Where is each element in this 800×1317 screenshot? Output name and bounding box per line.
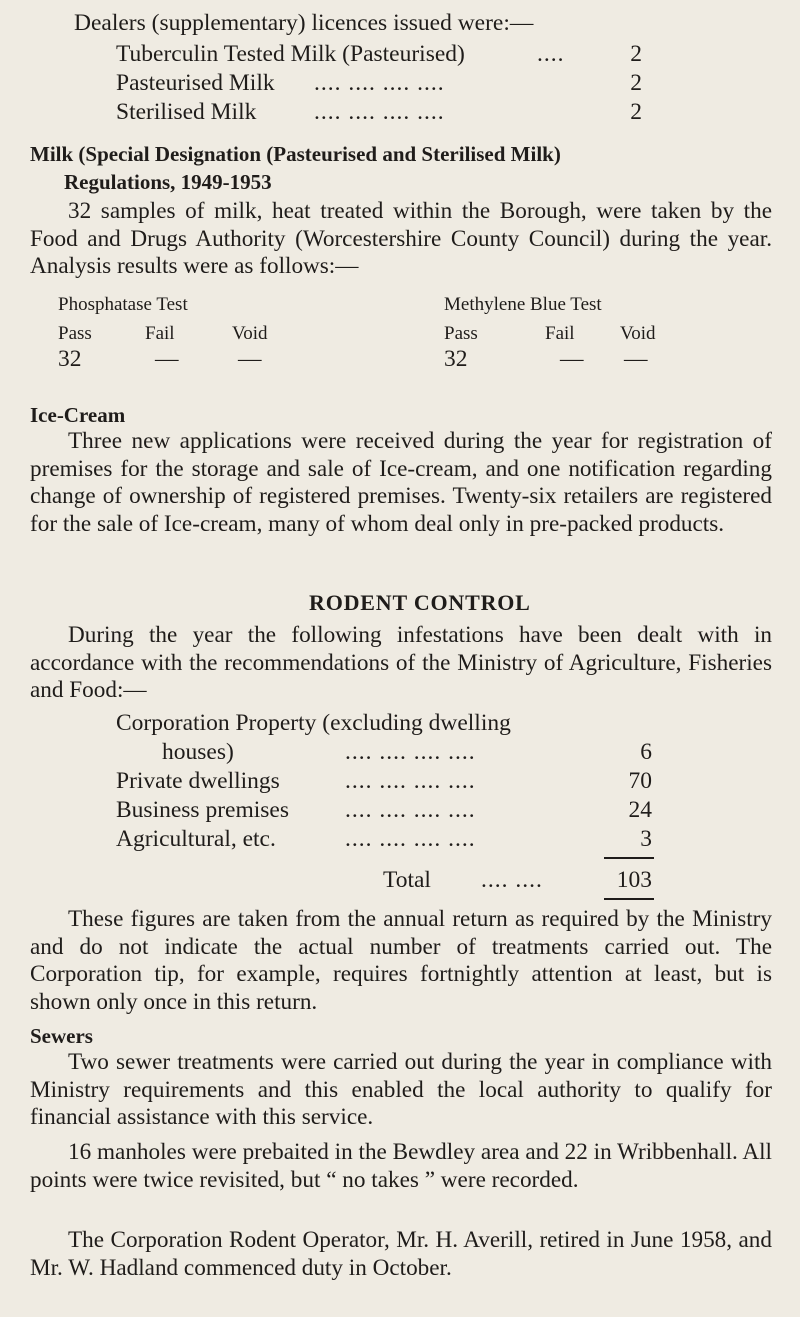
rodent-dots-private: .... .... .... .... [345, 768, 476, 794]
methylene-value-pass: 32 [444, 346, 468, 372]
methylene-value-fail: — [560, 346, 584, 372]
rodent-total-value: 103 [616, 867, 652, 893]
phosphatase-value-pass: 32 [58, 346, 82, 372]
licence-value-tt: 2 [630, 41, 642, 67]
rodent-dots-agricultural: .... .... .... .... [345, 826, 476, 852]
total-top-rule [604, 857, 654, 859]
total-bottom-rule [604, 898, 654, 900]
licence-value-sterilised: 2 [630, 99, 642, 125]
sewers-paragraph-3: The Corporation Rodent Operator, Mr. H. Averill, retired in June 1958, and Mr. W. Hadland commenced duty in October. [30, 1227, 772, 1281]
licence-dots-tt: .... [537, 41, 565, 67]
rodent-note-paragraph: These figures are taken from the annual return as required by the Ministry and do not indicate the actual number of treatments carried out. The Corporation tip, for example, requires fortnightly attention at least, but is shown only once in this return. [30, 906, 772, 1015]
licence-label-pasteurised: Pasteurised Milk [116, 70, 275, 96]
methylene-col-fail: Fail [545, 323, 575, 344]
sewers-heading: Sewers [30, 1024, 93, 1048]
rodent-label-agricultural: Agricultural, etc. [116, 826, 276, 852]
rodent-value-business: 24 [628, 797, 652, 823]
rodent-label-business: Business premises [116, 797, 289, 823]
methylene-col-void: Void [620, 323, 656, 344]
phosphatase-value-fail: — [155, 346, 179, 372]
methylene-test-title: Methylene Blue Test [444, 294, 602, 315]
milk-regulations-heading-line1: Milk (Special Designation (Pasteurised and Sterilised Milk) [30, 142, 561, 166]
rodent-value-corporation: 6 [640, 739, 652, 765]
licence-value-pasteurised: 2 [630, 70, 642, 96]
rodent-label-corporation-cont: houses) [162, 739, 234, 765]
phosphatase-col-fail: Fail [145, 323, 175, 344]
milk-regulations-paragraph: 32 samples of milk, heat treated within the Borough, were taken by the Food and Drugs Authority (Worcestershire County Council) during the year. Analysis results were as follows:— [30, 198, 772, 279]
licence-label-sterilised: Sterilised Milk [116, 99, 257, 125]
licence-dots-sterilised: .... .... .... .... [314, 99, 445, 125]
licences-intro: Dealers (supplementary) licences issued were:— [74, 10, 534, 36]
phosphatase-test-title: Phosphatase Test [58, 294, 188, 315]
rodent-label-private: Private dwellings [116, 768, 280, 794]
rodent-value-private: 70 [628, 768, 652, 794]
phosphatase-value-void: — [238, 346, 262, 372]
rodent-total-dots: .... .... [481, 867, 543, 893]
licence-label-tt: Tuberculin Tested Milk (Pasteurised) [116, 41, 465, 67]
rodent-control-heading: RODENT CONTROL [309, 590, 531, 615]
phosphatase-col-void: Void [232, 323, 268, 344]
methylene-col-pass: Pass [444, 323, 478, 344]
rodent-total-label: Total [383, 867, 431, 893]
rodent-label-corporation: Corporation Property (excluding dwelling [116, 710, 511, 736]
rodent-dots-corporation: .... .... .... .... [345, 739, 476, 765]
rodent-control-paragraph: During the year the following infestations have been dealt with in accordance with the recommendations of the Ministry of Agriculture, Fisheries and Food:— [30, 622, 772, 703]
licence-dots-pasteurised: .... .... .... .... [314, 70, 445, 96]
rodent-dots-business: .... .... .... .... [345, 797, 476, 823]
milk-regulations-heading-line2: Regulations, 1949-1953 [64, 170, 272, 194]
ice-cream-heading: Ice-Cream [30, 403, 126, 427]
methylene-value-void: — [624, 346, 648, 372]
rodent-value-agricultural: 3 [640, 826, 652, 852]
ice-cream-paragraph: Three new applications were received during the year for registration of premises for the storage and sale of Ice-cream, and one notification regarding change of ownership of registered premises. Twenty-six retailers are registered for the sale of Ice-cream, many of whom deal only in pre-packed products. [30, 428, 772, 537]
sewers-paragraph-1: Two sewer treatments were carried out during the year in compliance with Ministry requirements and this enabled the local authority to qualify for financial assistance with this service. [30, 1049, 772, 1130]
sewers-paragraph-2: 16 manholes were prebaited in the Bewdley area and 22 in Wribbenhall. All points were twice revisited, but “ no takes ” were recorded. [30, 1139, 772, 1193]
phosphatase-col-pass: Pass [58, 323, 92, 344]
